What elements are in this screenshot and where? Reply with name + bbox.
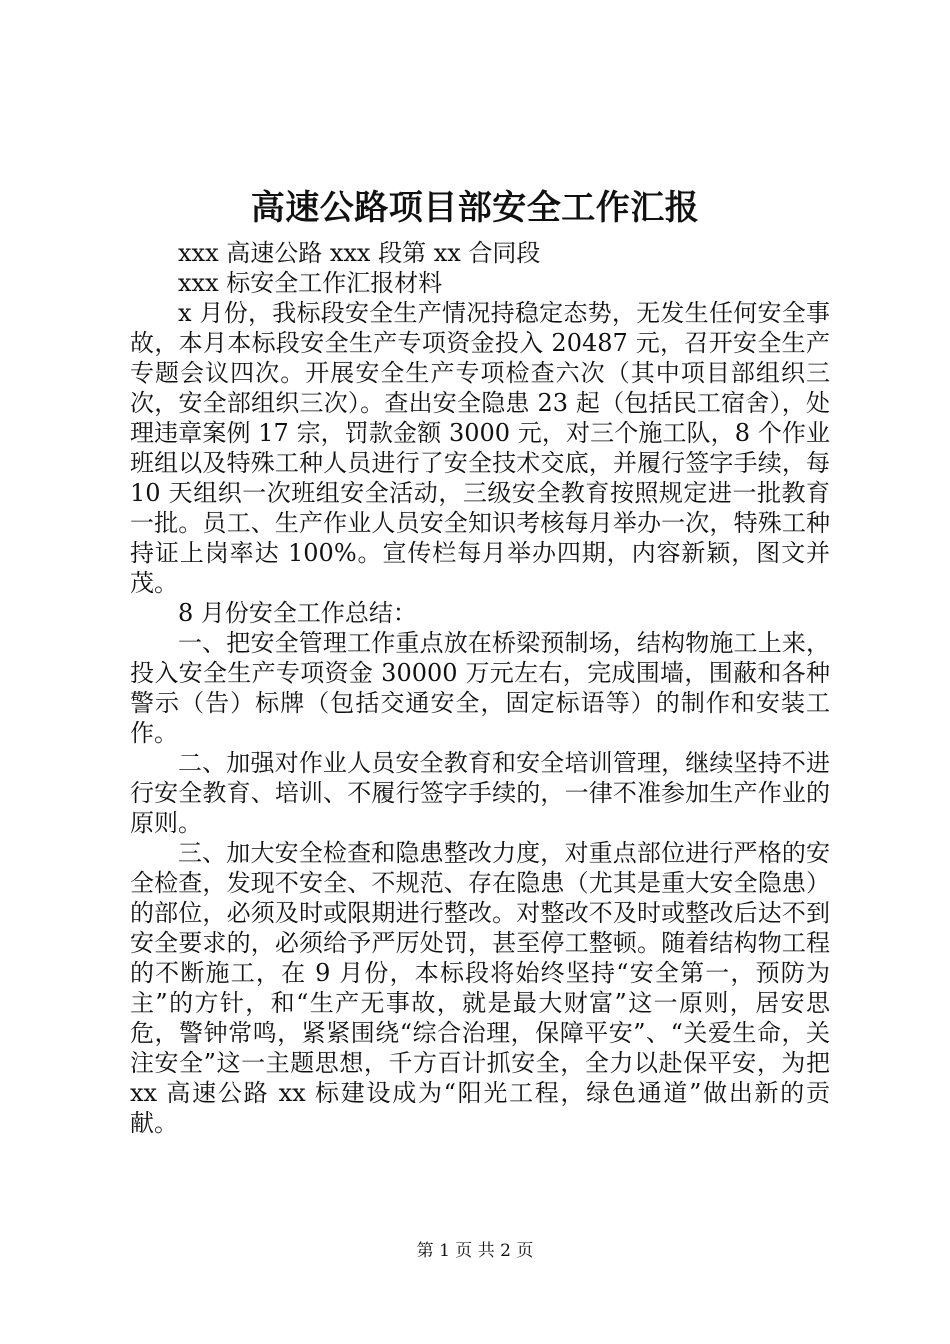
page-number-footer: 第 1 页 共 2 页 [416, 1241, 534, 1261]
document-title: 高速公路项目部安全工作汇报 [250, 188, 700, 228]
paragraph-point-two: 二、加强对作业人员安全教育和安全培训管理，继续坚持不进行安全教育、培训、不履行签字手续的，一律不准参加生产作业的原则。 [130, 749, 830, 837]
paragraph-august-heading: 8 月份安全工作总结： [178, 599, 417, 627]
paragraph-report-subtitle: xxx 标安全工作汇报材料 [178, 269, 443, 297]
paragraph-point-three: 三、加大安全检查和隐患整改力度，对重点部位进行严格的安全检查，发现不安全、不规范、存在隐患（尤其是重大安全隐患）的部位，必须及时或限期进行整改。对整改不及时或整改后达不到安全要求的，必须给予严厉处罚，甚至停工整顿。随着结构物工程的不断施工，在 9 月份，本标段将始终坚持“安全第一，预防为主”的方针，和“生产无事故，就是最大财富”这一原则，居安思危，警钟常鸣，紧紧围绕“综合治理，保障平安”、“关爱生命，关注安全”这一主题思想，千方百计抓安全，全力以赴保平安，为把 xx 高速公路 xx 标建设成为“阳光工程，绿色通道”做出新的贡献。 [130, 839, 830, 1137]
paragraph-monthly-summary: x 月份，我标段安全生产情况持稳定态势，无发生任何安全事故，本月本标段安全生产专项资金投入 20487 元，召开安全生产专题会议四次。开展安全生产专项检查六次（其中项目部组织三次，安全部组织三次）。查出安全隐患 23 起（包括民工宿舍），处理违章案例 17 宗，罚款金额 3000 元，对三个施工队，8 个作业班组以及特殊工种人员进行了安全技术交底，并履行签字手续，每 10 天组织一次班组安全活动，三级安全教育按照规定进一批教育一批。员工、生产作业人员安全知识考核每月举办一次，特殊工种持证上岗率达 100%。宣传栏每月举办四期，内容新颖，图文并茂。 [130, 299, 830, 597]
document-body [130, 238, 830, 1138]
paragraph-point-one: 一、把安全管理工作重点放在桥梁预制场，结构物施工上来，投入安全生产专项资金 30000 万元左右，完成围墙，围蔽和各种警示（告）标牌（包括交通安全，固定标语等）的制作和安装工作。 [130, 629, 830, 747]
paragraph-contract-section: xxx 高速公路 xxx 段第 xx 合同段 [178, 239, 541, 267]
